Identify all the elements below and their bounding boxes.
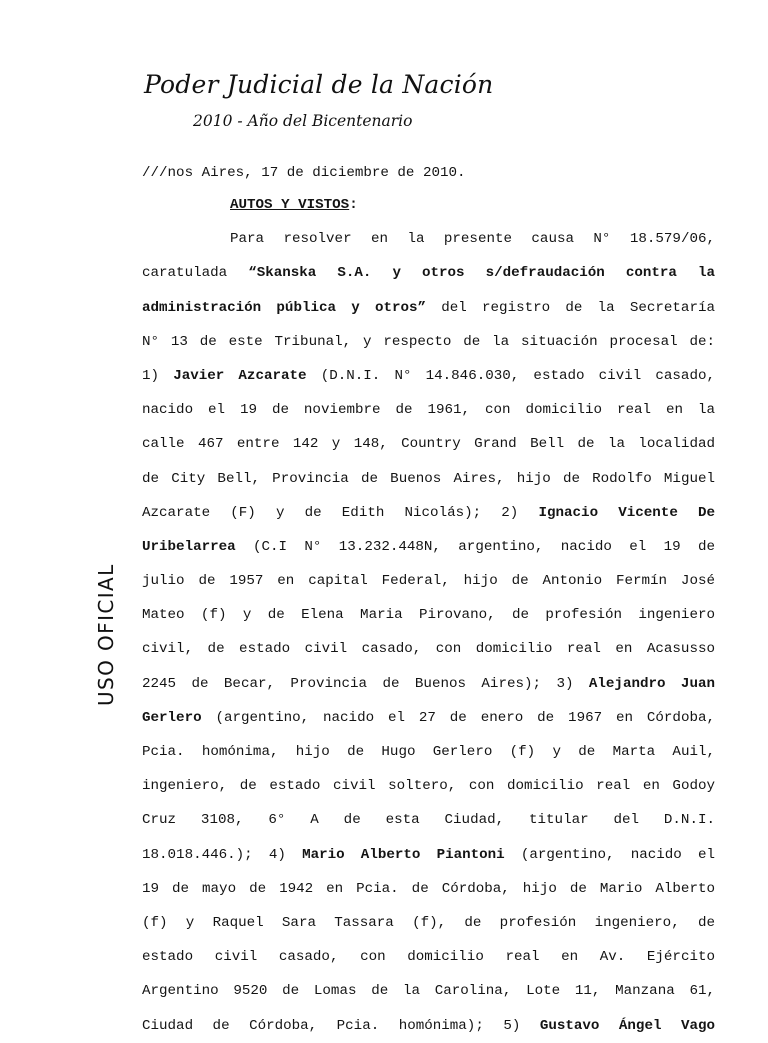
bold-text: Uribelarrea <box>142 538 236 555</box>
text-run: 19 de mayo de 1942 en Pcia. de Córdoba, hijo de Mario Alberto <box>142 880 715 897</box>
text-line <box>142 598 715 632</box>
text-run: del registro de la Secretaría <box>426 299 715 316</box>
text-line <box>142 256 715 290</box>
text-run: caratulada <box>142 265 249 282</box>
bold-text: “Skanska S.A. y otros s/defraudación contra la <box>248 265 716 282</box>
text-line <box>142 291 715 325</box>
text-line <box>142 940 715 974</box>
text-run: estado civil casado, con domicilio real en Av. Ejército <box>142 949 715 966</box>
section-heading: AUTOS Y VISTOS <box>230 197 350 213</box>
text-run: julio de 1957 en capital Federal, hijo de Antonio Fermín José <box>142 573 715 590</box>
bold-text: Mario Alberto Piantoni <box>302 846 505 863</box>
date-line: ///nos Aires, 17 de diciembre de 2010. <box>142 165 466 181</box>
text-run: Azcarate (F) y de Edith Nicolás); 2) <box>142 504 539 521</box>
text-run: Pcia. homónima, hijo de Hugo Gerlero (f) y de Marta Auil, <box>142 744 715 760</box>
text-line <box>142 906 715 940</box>
section-heading-colon: : <box>349 197 358 213</box>
text-run: (D.N.I. N° 14.846.030, estado civil casado, <box>306 367 715 384</box>
text-line <box>142 838 715 872</box>
text-run: nacido el 19 de noviembre de 1961, con domicilio real en la <box>142 402 715 419</box>
text-run: Argentino 9520 de Lomas de la Carolina, Lote 11, Manzana 61, <box>142 983 715 1000</box>
letterhead-subtitle: 2010 - Año del Bicentenario <box>193 112 413 130</box>
text-run: calle 467 entre 142 y 148, Country Grand Bell de la localidad <box>142 436 715 453</box>
text-run: Mateo (f) y de Elena Maria Pirovano, de profesión ingeniero <box>142 607 715 624</box>
text-line <box>142 564 715 598</box>
bold-text: Gustavo Ángel Vago <box>539 1017 716 1034</box>
bold-text: administración pública y otros” <box>142 299 427 316</box>
text-line <box>142 735 715 769</box>
text-line <box>142 667 715 701</box>
text-run: 2245 de Becar, Provincia de Buenos Aires); 3) <box>142 675 589 692</box>
bold-text: Gerlero <box>142 709 202 726</box>
document-body <box>142 156 715 1043</box>
bold-text: Alejandro Juan <box>588 675 715 692</box>
bold-text: Ignacio Vicente De <box>538 504 716 521</box>
text-line <box>142 701 715 735</box>
text-line <box>142 974 715 1008</box>
text-run: (C.I N° 13.232.448N, argentino, nacido el 19 de <box>235 538 715 555</box>
text-run: (f) y Raquel Sara Tassara (f), de profesión ingeniero, de <box>142 914 715 931</box>
text-run: Para resolver en la presente causa N° 18.579/06, <box>230 231 715 248</box>
text-line <box>142 530 715 564</box>
text-run: ingeniero, de estado civil soltero, con domicilio real en Godoy <box>142 778 715 795</box>
text-run: Cruz 3108, 6° A de esta Ciudad, titular del D.N.I. <box>142 812 715 829</box>
bold-text: Javier Azcarate <box>173 367 307 384</box>
letterhead-title: Poder Judicial de la Nación <box>144 70 494 99</box>
text-line <box>142 359 715 393</box>
text-line <box>142 462 715 496</box>
text-run: 18.018.446.); 4) <box>142 846 303 863</box>
text-line <box>142 427 715 461</box>
text-line <box>142 325 715 359</box>
text-line <box>142 393 715 427</box>
text-line <box>142 803 715 837</box>
heading-line <box>142 188 715 222</box>
text-run: 1) <box>142 367 174 384</box>
text-run: Ciudad de Córdoba, Pcia. homónima); 5) <box>142 1017 540 1034</box>
text-line <box>142 769 715 803</box>
text-line <box>142 872 715 906</box>
text-line <box>142 1009 715 1043</box>
text-run: de City Bell, Provincia de Buenos Aires, hijo de Rodolfo Miguel <box>142 470 715 487</box>
text-line <box>142 632 715 666</box>
text-line <box>142 222 715 256</box>
side-stamp-text: USO OFICIAL <box>94 563 118 706</box>
text-line <box>142 496 715 530</box>
text-run: (argentino, nacido el <box>504 846 715 863</box>
text-run: N° 13 de este Tribunal, y respecto de la situación procesal de: <box>142 333 715 350</box>
text-run: civil, de estado civil casado, con domicilio real en Acasusso <box>142 641 715 658</box>
text-run: (argentino, nacido el 27 de enero de 1967 en Córdoba, <box>201 709 715 726</box>
side-stamp <box>86 563 118 706</box>
